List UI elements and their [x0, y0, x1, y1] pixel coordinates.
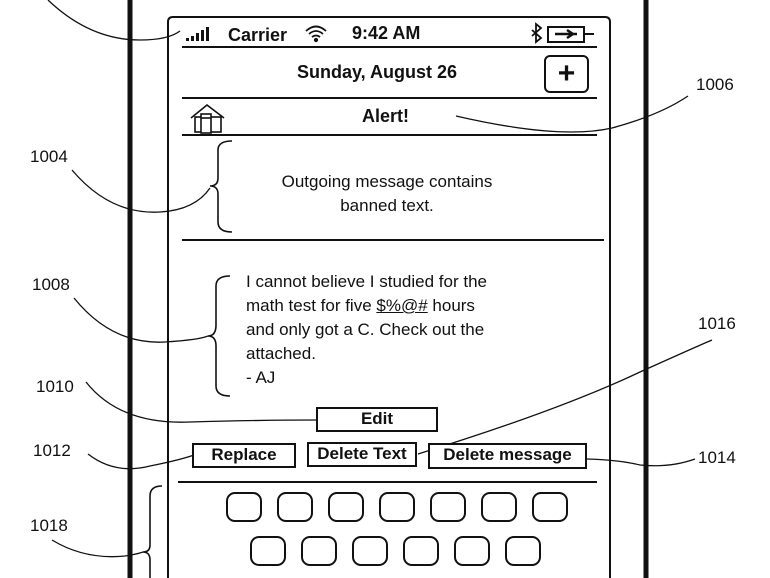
ref-1008: 1008 — [32, 275, 70, 294]
brace-1018 — [143, 486, 162, 578]
keyboard-key[interactable] — [226, 492, 262, 522]
draft-line2-after: hours — [427, 296, 475, 315]
alert-message-line1: Outgoing message contains — [281, 172, 493, 191]
keyboard-key[interactable] — [301, 536, 337, 566]
replace-button[interactable]: Replace — [192, 443, 296, 468]
date-title: Sunday, August 26 — [297, 62, 458, 82]
ref-1004: 1004 — [30, 147, 68, 166]
leader-1006 — [456, 96, 688, 132]
keyboard-key[interactable] — [481, 492, 517, 522]
alert-message — [250, 170, 524, 218]
status-time: 9:42 AM — [352, 23, 421, 43]
leader-1004 — [72, 170, 210, 212]
ref-1016: 1016 — [698, 314, 736, 333]
leader-1014 — [587, 459, 695, 466]
draft-line4: attached. — [246, 344, 316, 363]
alert-message-line2: banned text. — [340, 196, 434, 215]
draft-message — [246, 270, 546, 390]
draft-line5: - AJ — [246, 368, 276, 387]
ref-1018: 1018 — [30, 516, 68, 535]
carrier-label: Carrier — [228, 25, 288, 45]
draft-line2-before: math test for five — [246, 296, 377, 315]
keyboard-key[interactable] — [454, 536, 490, 566]
alert-house-icon — [191, 105, 224, 133]
wifi-icon — [306, 27, 326, 42]
keyboard-key[interactable] — [430, 492, 466, 522]
ref-1006: 1006 — [696, 75, 734, 94]
add-button[interactable]: + — [544, 55, 589, 93]
brace-1004 — [210, 141, 232, 232]
banned-text[interactable]: $%@# — [376, 296, 428, 315]
alert-title: Alert! — [362, 106, 410, 126]
draft-line3: and only got a C. Check out the — [246, 320, 485, 339]
leader-top — [48, 0, 180, 40]
keyboard-key[interactable] — [532, 492, 568, 522]
keyboard-key[interactable] — [379, 492, 415, 522]
keyboard-key[interactable] — [505, 536, 541, 566]
keyboard-key[interactable] — [277, 492, 313, 522]
leader-1008 — [74, 298, 208, 342]
ref-1012: 1012 — [33, 441, 71, 460]
keyboard-key[interactable] — [328, 492, 364, 522]
keyboard-key[interactable] — [250, 536, 286, 566]
ref-1010: 1010 — [36, 377, 74, 396]
keyboard-key[interactable] — [352, 536, 388, 566]
keyboard-key[interactable] — [403, 536, 439, 566]
draft-line1: I cannot believe I studied for the — [246, 272, 487, 291]
edit-button[interactable]: Edit — [316, 407, 438, 432]
brace-1008 — [208, 276, 230, 396]
ref-1014: 1014 — [698, 448, 736, 467]
bluetooth-icon — [532, 24, 541, 42]
delete-message-button[interactable]: Delete message — [428, 443, 587, 469]
battery-icon — [548, 27, 594, 42]
leader-1012 — [88, 454, 194, 469]
delete-text-button[interactable]: Delete Text — [307, 442, 417, 467]
signal-icon — [186, 27, 209, 41]
